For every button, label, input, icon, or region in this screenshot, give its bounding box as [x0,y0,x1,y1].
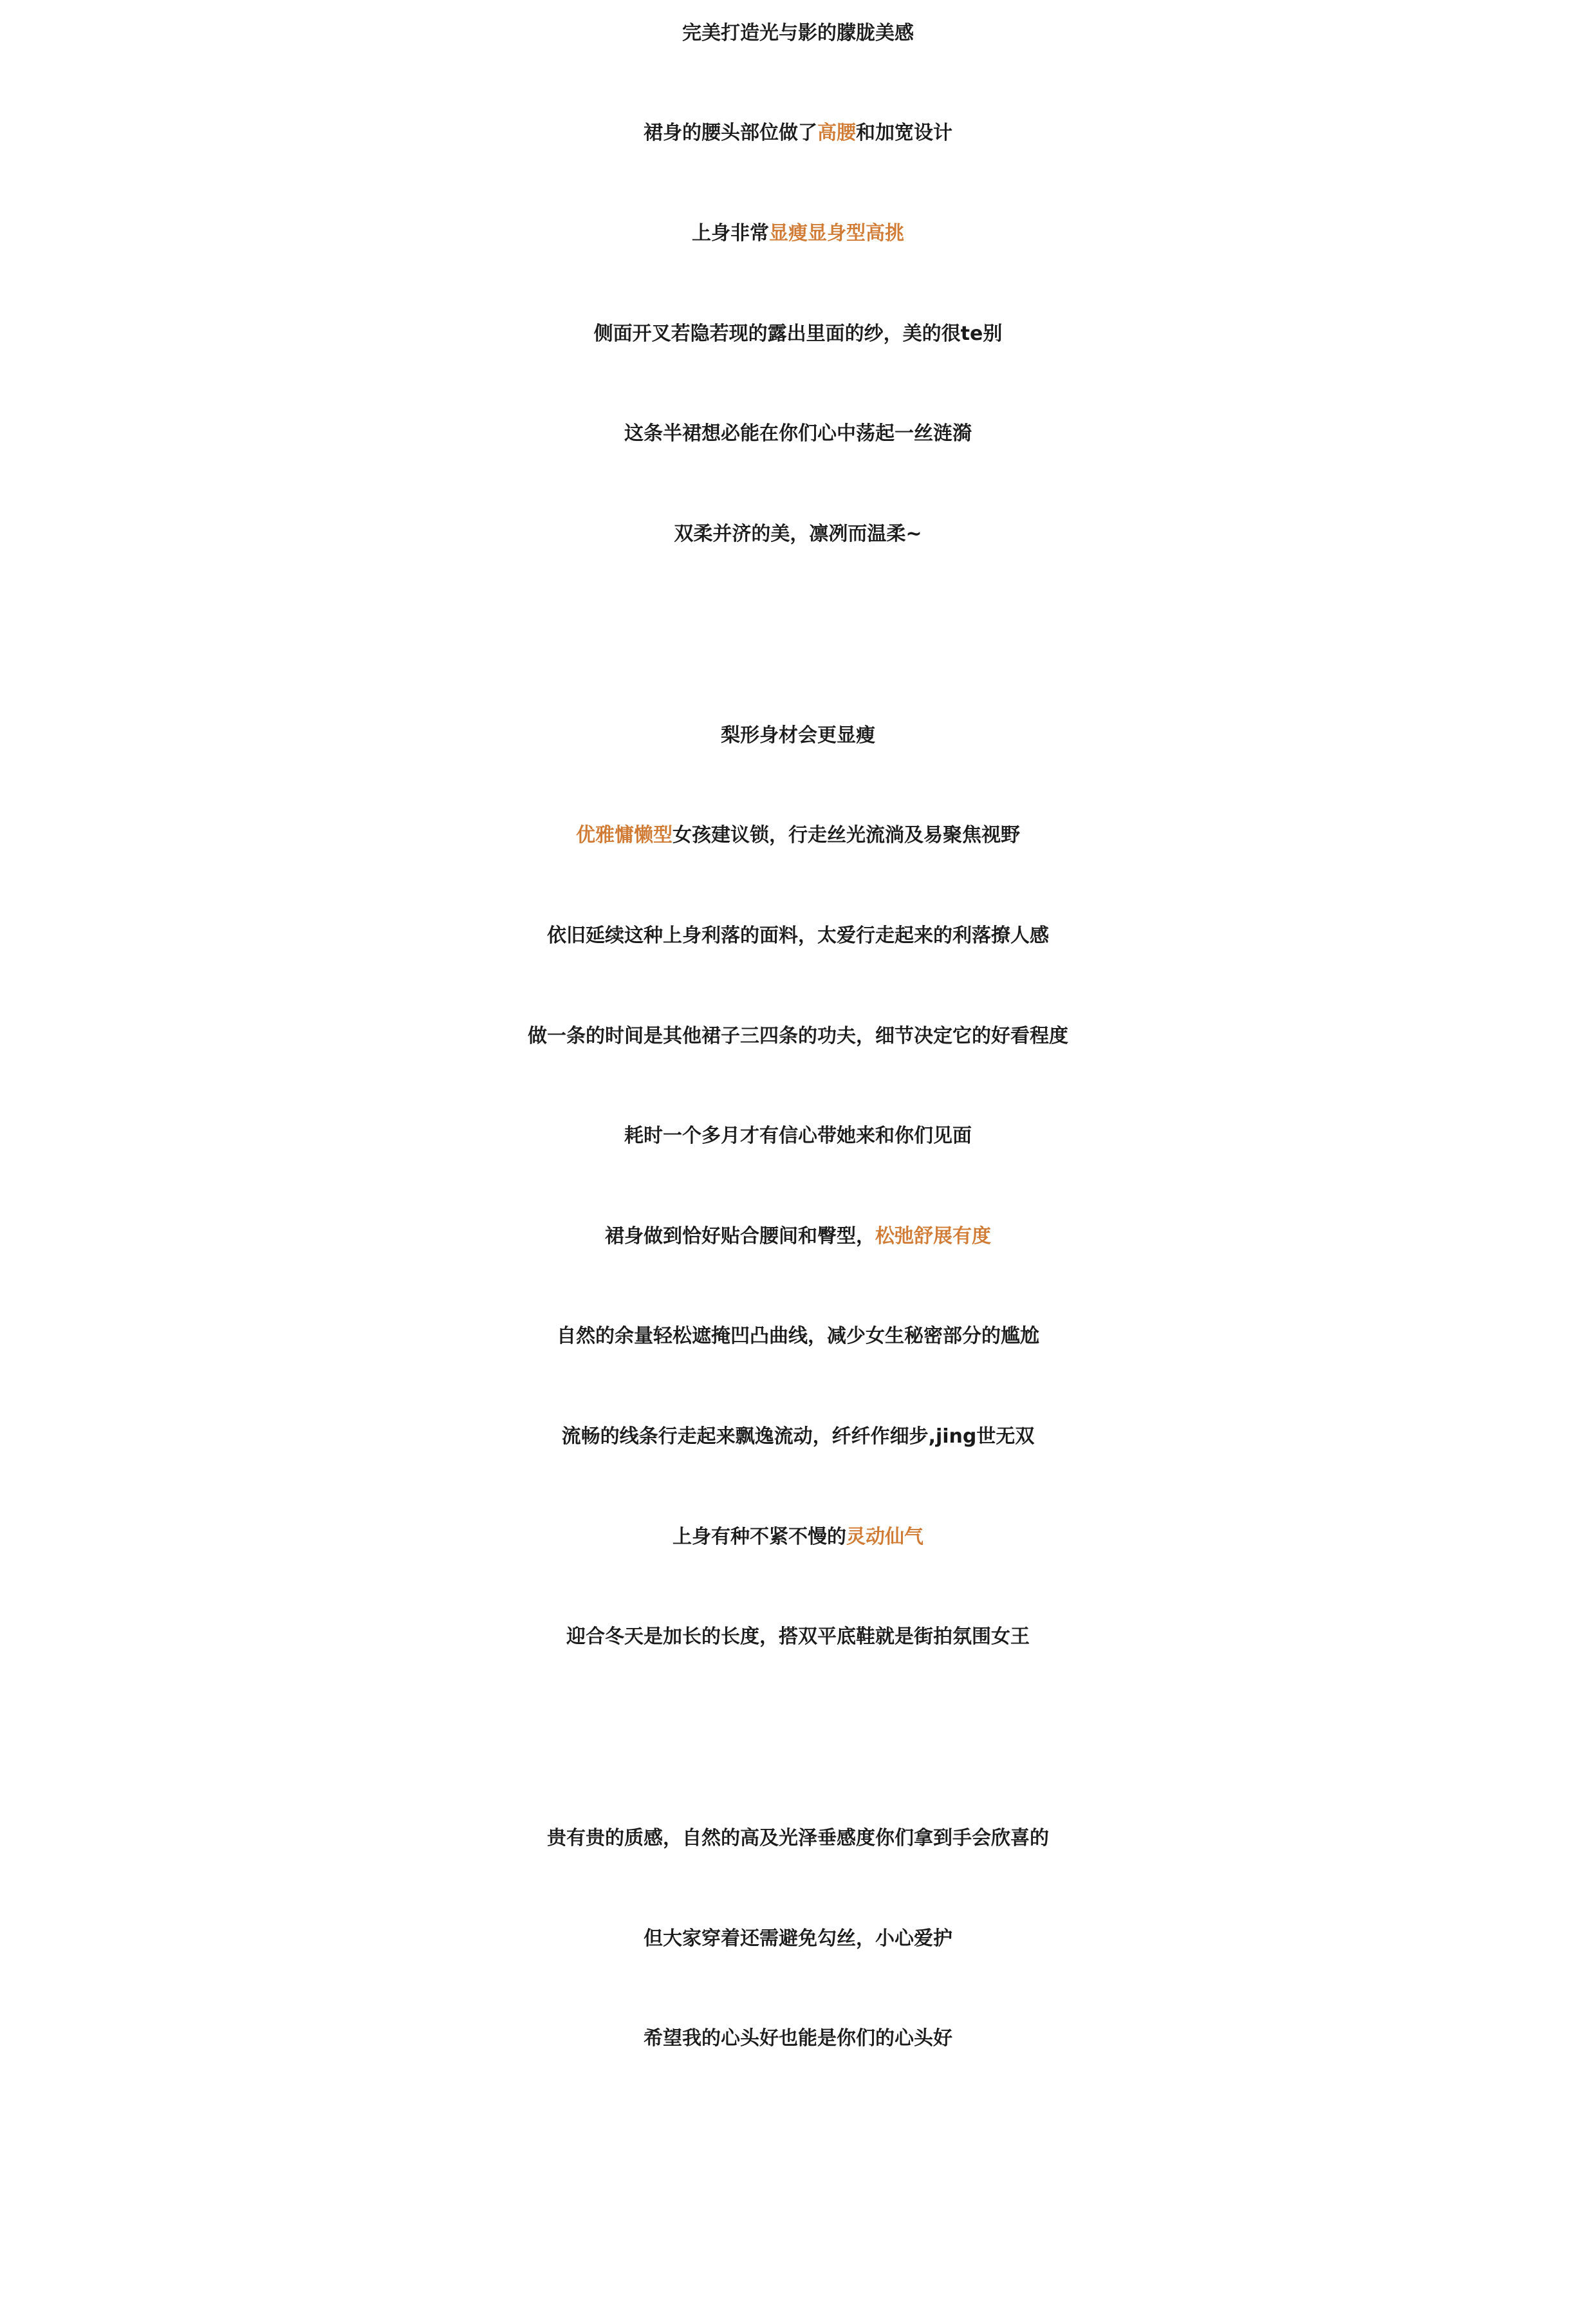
text-line [0,1415,1596,1459]
text-line [0,12,1596,55]
text-line [0,1315,1596,1358]
text-segment: 耗时一个多月才有信心带她来和你们见面 [624,1125,972,1147]
text-segment: 和加宽设计 [856,122,952,144]
text-line [0,1114,1596,1158]
text-segment: 做一条的时间是其他裙子三四条的功夫，细节决定它的好看程度 [528,1025,1068,1047]
text-line [0,1817,1596,1860]
text-line [0,1015,1596,1058]
text-segment: 上身有种不紧不慢的 [673,1526,846,1548]
text-segment: 流畅的线条行走起来飘逸流动，纤纤作细步,jing世无双 [561,1425,1035,1448]
text-line [0,1615,1596,1659]
text-segment: 这条半裙想必能在你们心中荡起一丝涟漪 [624,422,972,445]
text-line [0,914,1596,958]
text-segment: 上身非常 [692,222,769,245]
text-line [0,512,1596,556]
highlight-text: 松弛舒展有度 [875,1225,991,1248]
text-segment: 贵有贵的质感，自然的高及光泽垂感度你们拿到手会欣喜的 [547,1827,1049,1849]
text-segment: 侧面开叉若隐若现的露出里面的纱，美的很te别 [593,323,1003,345]
text-line [0,2017,1596,2061]
text-line [0,412,1596,456]
text-segment: 裙身做到恰好贴合腰间和臀型， [605,1225,875,1248]
text-line [0,814,1596,857]
text-line [0,212,1596,256]
text-line [0,714,1596,758]
text-segment: 完美打造光与影的朦胧美感 [682,22,914,44]
text-segment: 裙身的腰头部位做了 [644,122,817,144]
text-line [0,1515,1596,1559]
text-segment: 但大家穿着还需避免勾丝，小心爱护 [644,1927,952,1950]
text-line [0,312,1596,356]
text-segment: 女孩建议锁，行走丝光流淌及易聚焦视野 [673,824,1020,847]
text-line [0,1917,1596,1961]
text-segment: 依旧延续这种上身利落的面料，太爱行走起来的利落撩人感 [547,924,1049,947]
highlight-text: 显瘦显身型高挑 [769,222,904,245]
text-segment: 迎合冬天是加长的长度，搭双平底鞋就是街拍氛围女王 [566,1625,1030,1648]
highlight-text: 高腰 [817,122,856,144]
text-segment: 梨形身材会更显瘦 [721,724,875,747]
highlight-text: 优雅慵懒型 [576,824,673,847]
text-segment: 希望我的心头好也能是你们的心头好 [644,2027,952,2050]
text-line [0,111,1596,155]
highlight-text: 灵动仙气 [846,1526,923,1548]
text-line [0,1215,1596,1259]
text-segment: 双柔并济的美，凛冽而温柔~ [674,523,922,545]
text-segment: 自然的余量轻松遮掩凹凸曲线，减少女生秘密部分的尴尬 [557,1325,1039,1347]
